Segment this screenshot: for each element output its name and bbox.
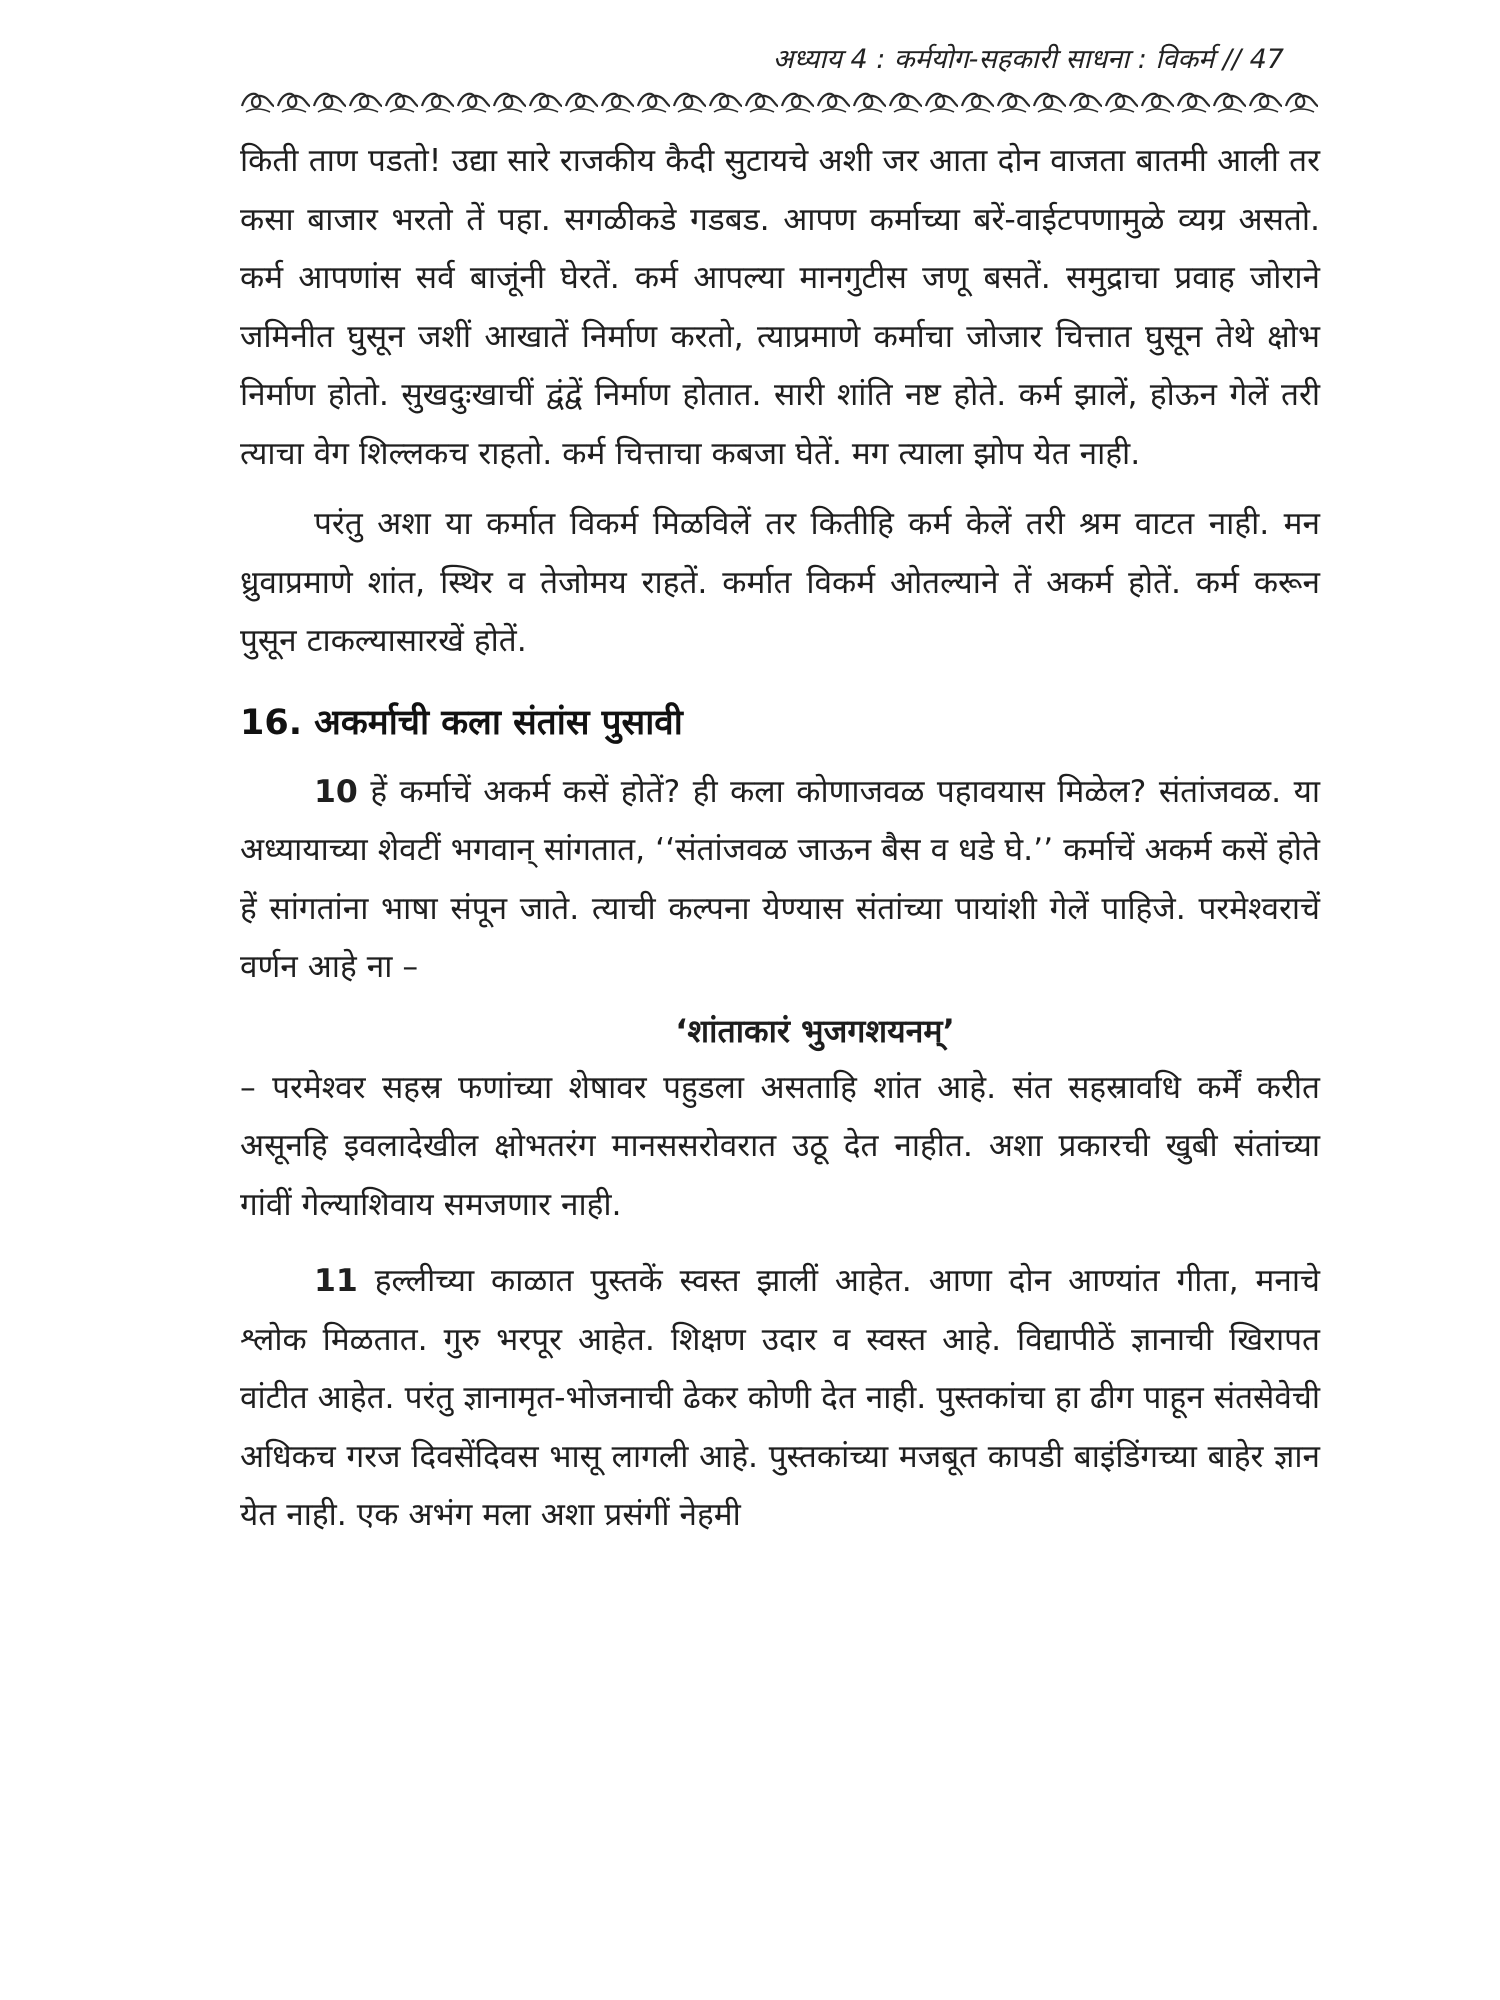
running-header: अध्याय 4 : कर्मयोग-सहकारी साधना : विकर्म // 47 bbox=[772, 44, 1284, 75]
paragraph-11 bbox=[240, 1252, 1320, 1545]
paragraph-after-quote: – परमेश्वर सहस्र फणांच्या शेषावर पहुडला असताहि शांत आहे. संत सहस्रावधि कर्में करीत असूनहि इवलादेखील क्षोभतरंग मानससरोवरात उठू देत नाहीत. अशा प्रकारची खुबी संतांच्या गांवीं गेल्याशिवाय समजणार नाही. bbox=[240, 1069, 1320, 1223]
paragraph-number: 10 bbox=[314, 773, 358, 810]
paragraph-number: 11 bbox=[314, 1263, 358, 1299]
paragraph-vikarma: परंतु अशा या कर्मात विकर्म मिळविलें तर कितीहि कर्म केलें तरी श्रम वाटत नाही. मन ध्रुवाप्रमाणे शांत, स्थिर व तेजोमय राहतें. कर्मात विकर्म ओतल्याने तें अकर्म होतें. कर्म करून पुसून टाकल्यासारखें होतें. bbox=[240, 506, 1320, 659]
paragraph-10 bbox=[240, 763, 1320, 997]
paragraph-continued: किती ताण पडतो! उद्या सारे राजकीय कैदी सुटायचे अशी जर आता दोन वाजता बातमी आली तर कसा बाजार भरतो तें पहा. सगळीकडे गडबड. आपण कर्माच्या बरें-वाईटपणामुळे व्यग्र असतो. कर्म आपणांस सर्व बाजूंनी घेरतें. कर्म आपल्या मानगुटीस जणू बसतें. समुद्राचा प्रवाह जोराने जमिनीत घुसून जशीं आखातें निर्माण करतो, त्याप्रमाणे कर्माचा जोजार चित्तात घुसून तेथे क्षोभ निर्माण होतो. सुखदुःखाचीं द्वंद्वें निर्माण होतात. सारी शांति नष्ट होते. कर्म झालें, होऊन गेलें तरी त्याचा वेग शिल्लकच राहतो. कर्म चित्ताचा कबजा घेतें. मग त्याला झोप येत नाही. bbox=[240, 143, 1320, 472]
ornamental-border-rule bbox=[240, 84, 1320, 118]
paragraph-11-text: हल्लीच्या काळात पुस्तकें स्वस्त झालीं आहेत. आणा दोन आण्यांत गीता, मनाचे श्लोक मिळतात. गुरु भरपूर आहेत. शिक्षण उदार व स्वस्त आहे. विद्यापीठें ज्ञानाची खिरापत वांटीत आहेत. परंतु ज्ञानामृत-भोजनाची ढेकर कोणी देत नाही. पुस्तकांचा हा ढीग पाहून संतसेवेची अधिकच गरज दिवसेंदिवस भासू लागली आहे. पुस्तकांच्या मजबूत कापडी बाइंडिंगच्या बाहेर ज्ञान येत नाही. एक अभंग मला अशा प्रसंगीं नेहमी bbox=[240, 1263, 1320, 1533]
book-page bbox=[240, 40, 1320, 1980]
paragraph-10-text: हें कर्माचें अकर्म कसें होतें? ही कला कोणाजवळ पहावयास मिळेल? संतांजवळ. या अध्यायाच्या शेवटीं भगवान् सांगतात, ‘‘संतांजवळ जाऊन बैस व धडे घे.’’ कर्माचें अकर्म कसें होते हें सांगतांना भाषा संपून जाते. त्याची कल्पना येण्यास संतांच्या पायांशी गेलें पाहिजे. परमेश्वराचें वर्णन आहे ना – bbox=[240, 773, 1321, 985]
section-heading: 16. अकर्माची कला संतांस पुसावी bbox=[240, 702, 683, 743]
sanskrit-quote: ‘शांताकारं भुजगशयनम्’ bbox=[675, 1011, 955, 1050]
